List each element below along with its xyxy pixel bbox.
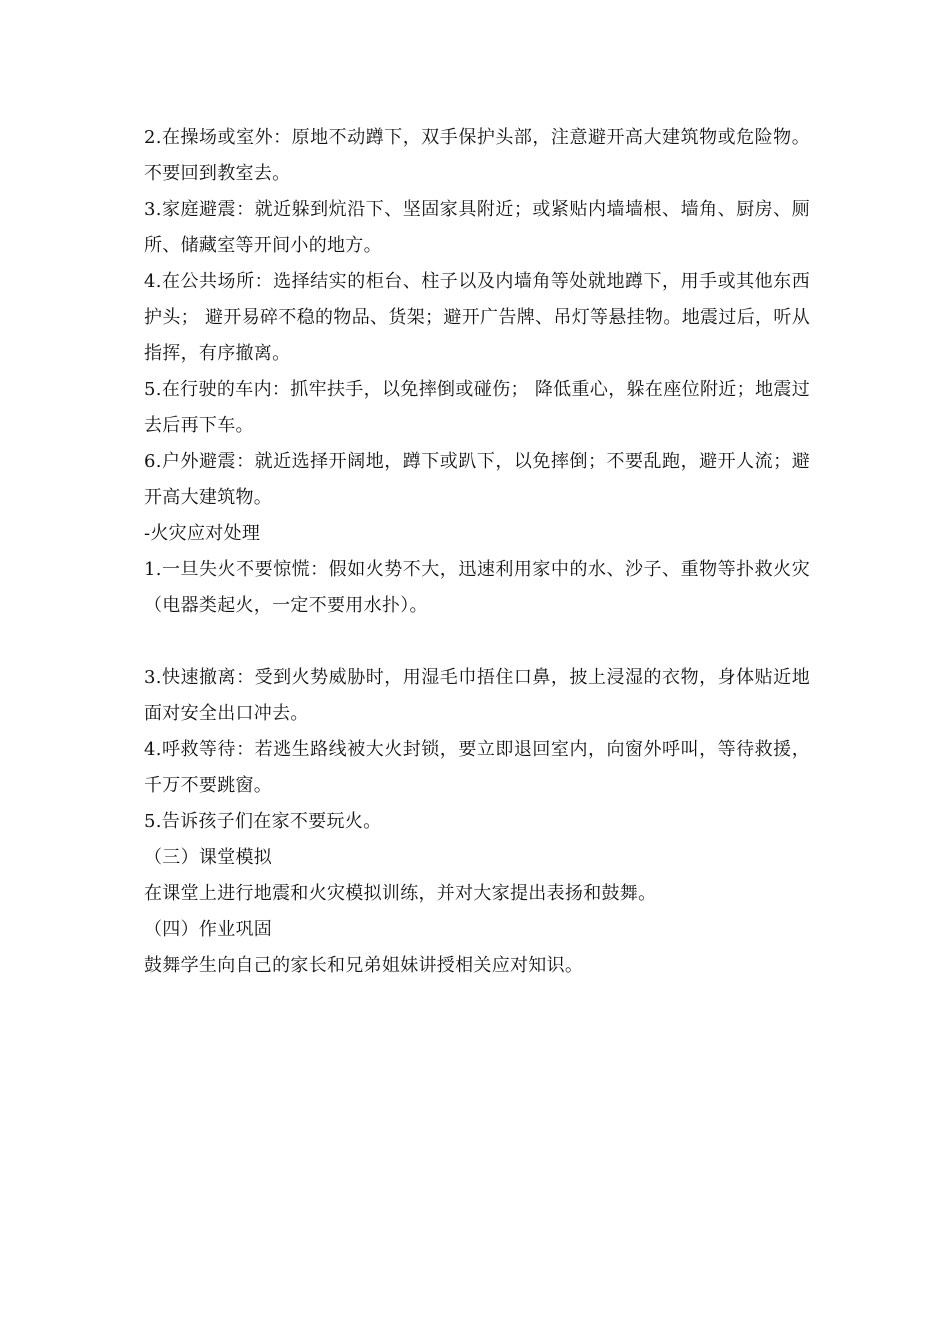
paragraph-home-earthquake: 3.家庭避震：就近躲到炕沿下、坚固家具附近；或紧贴内墙墙根、墙角、厨房、厕所、储藏室等开间小的地方。 [144, 199, 810, 256]
paragraph-classroom-simulation: 在课堂上进行地震和火灾模拟训练，并对大家提出表扬和鼓舞。 [144, 883, 657, 904]
paragraph-fire-no-panic: 1.一旦失火不要惊慌：假如火势不大，迅速利用家中的水、沙子、重物等扑救火灾（电器类起火，一定不要用水扑）。 [144, 559, 810, 616]
paragraph-fire-evacuate: 3.快速撤离：受到火势威胁时，用湿毛巾捂住口鼻，披上浸湿的衣物，身体贴近地面对安全出口冲去。 [144, 667, 810, 724]
paragraph-public-place-earthquake: 4.在公共场所：选择结实的柜台、柱子以及内墙角等处就地蹲下，用手或其他东西护头； 避开易碎不稳的物品、货架；避开广告牌、吊灯等悬挂物。地震过后，听从指挥，有序撤离。 [144, 271, 810, 364]
paragraph-homework: 鼓舞学生向自己的家长和兄弟姐妹讲授相关应对知识。 [144, 955, 584, 976]
section-heading-classroom-simulation: （三）课堂模拟 [144, 847, 273, 868]
blank-line [144, 624, 810, 660]
section-heading-homework: （四）作业巩固 [144, 919, 273, 940]
paragraph-outdoor-earthquake: 2.在操场或室外：原地不动蹲下，双手保护头部，注意避开高大建筑物或危险物。不要回到教室去。 [144, 127, 810, 184]
section-heading-fire: -火灾应对处理 [144, 523, 261, 544]
paragraph-fire-call-for-help: 4.呼救等待：若逃生路线被大火封锁，要立即退回室内，向窗外呼叫，等待救援，千万不要跳窗。 [144, 739, 810, 796]
paragraph-vehicle-earthquake: 5.在行驶的车内：抓牢扶手，以免摔倒或碰伤； 降低重心，躲在座位附近；地震过去后再下车。 [144, 379, 810, 436]
paragraph-fire-children: 5.告诉孩子们在家不要玩火。 [144, 811, 382, 832]
document-body [144, 120, 810, 984]
paragraph-outdoor-open-area: 6.户外避震：就近选择开阔地，蹲下或趴下，以免摔倒；不要乱跑，避开人流；避开高大建筑物。 [144, 451, 810, 508]
